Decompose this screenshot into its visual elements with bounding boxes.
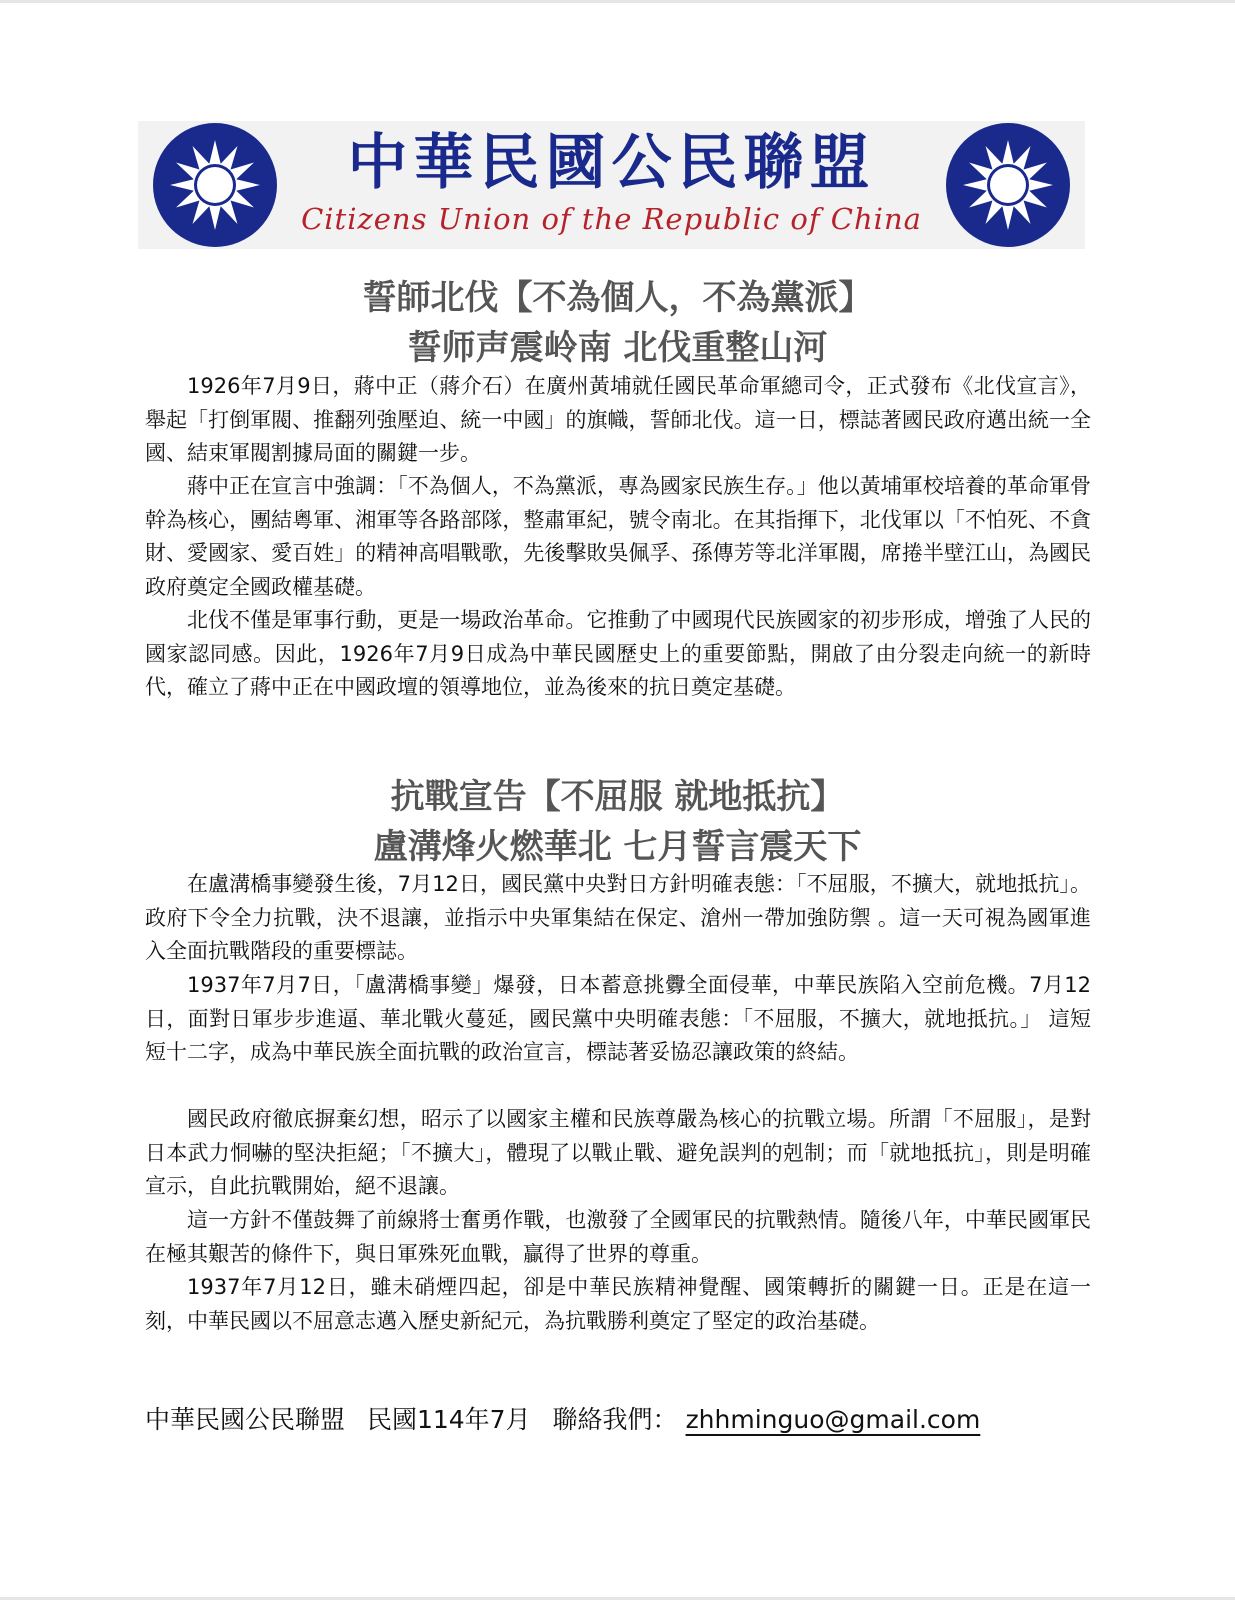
- emblem-graphic: [939, 121, 1077, 249]
- section1-paragraph: 北伐不僅是軍事行動，更是一場政治革命。它推動了中國現代民族國家的初步形成，增強了人民的國家認同感。因此，1926年7月9日成為中華民國歷史上的重要節點，開啟了由分裂走向統一的新時代，確立了蔣中正在中國政壇的領導地位，並為後來的抗日奠定基礎。: [145, 608, 1091, 699]
- emblem-graphic: [146, 121, 284, 249]
- emblem-sun: [990, 167, 1026, 203]
- org-name-chinese: 中華民國公民聯盟: [347, 128, 876, 198]
- banner-text: [296, 121, 927, 249]
- section2-paragraph: 1937年7月12日，雖未硝煙四起，卻是中華民族精神覺醒、國策轉折的關鍵一日。正是在這一刻，中華民國以不屈意志邁入歷史新紀元，為抗戰勝利奠定了堅定的政治基礎。: [145, 1275, 1091, 1333]
- footer-org: 中華民國公民聯盟: [145, 1405, 346, 1434]
- page-top-edge: [0, 0, 1235, 3]
- section1-title: 誓師北伐【不為個人，不為黨派】: [362, 278, 873, 318]
- section2-paragraph: 國民政府徹底摒棄幻想，昭示了以國家主權和民族尊嚴為核心的抗戰立場。所謂「不屈服」，是對日本武力恫嚇的堅決拒絕；「不擴大」，體現了以戰止戰、避免誤判的剋制；而「就地抵抗」，則是明確宣示，自此抗戰開始，絕不退讓。: [145, 1107, 1091, 1198]
- org-name-english: Citizens Union of the Republic of China: [301, 202, 922, 236]
- white-sun-emblem-icon: [939, 121, 1077, 249]
- footer-contact-label: 聯絡我們：: [552, 1405, 678, 1434]
- section1-paragraph: 1926年7月9日，蔣中正（蔣介石）在廣州黃埔就任國民革命軍總司令，正式發布《北伐宣言》，舉起「打倒軍閥、推翻列強壓迫、統一中國」的旗幟，誓師北伐。這一日，標誌著國民政府邁出統一全國、結束軍閥割據局面的關鍵一步。: [145, 374, 1091, 465]
- white-sun-emblem-icon: [146, 121, 284, 249]
- section2-subtitle: 盧溝烽火燃華北 七月誓言震天下: [373, 827, 862, 867]
- footer: [145, 1400, 1095, 1440]
- section2-paragraph: 1937年7月7日，「盧溝橋事變」爆發，日本蓄意挑釁全面侵華，中華民族陷入空前危機。7月12日，面對日軍步步進逼、華北戰火蔓延，國民黨中央明確表態：「不屈服，不擴大，就地抵抗。」 這短短十二字，成為中華民族全面抗戰的政治宣言，標誌著妥協忍讓政策的終結。: [145, 973, 1091, 1064]
- section1-paragraph: 蔣中正在宣言中強調：「不為個人，不為黨派，專為國家民族生存。」他以黃埔軍校培養的革命軍骨幹為核心，團結粵軍、湘軍等各路部隊，整肅軍紀，號令南北。在其指揮下，北伐軍以「不怕死、不貪財、愛國家、愛百姓」的精神高唱戰歌，先後擊敗吳佩孚、孫傳芳等北洋軍閥，席捲半壁江山，為國民政府奠定全國政權基礎。: [145, 474, 1091, 599]
- section2-paragraph: 這一方針不僅鼓舞了前線將士奮勇作戰，也激發了全國軍民的抗戰熱情。隨後八年，中華民國軍民在極其艱苦的條件下，與日軍殊死血戰，贏得了世界的尊重。: [145, 1208, 1091, 1266]
- section2-title: 抗戰宣告【不屈服 就地抵抗】: [390, 777, 845, 817]
- section1-subtitle: 誓师声震岭南 北伐重整山河: [407, 328, 828, 368]
- section2-paragraph: 在盧溝橋事變發生後，7月12日，國民黨中央對日方針明確表態：「不屈服，不擴大，就地抵抗」。政府下令全力抗戰，決不退讓，並指示中央軍集結在保定、滄州一帶加強防禦 。這一天可視為國軍進入全面抗戰階段的重要標誌。: [145, 872, 1091, 963]
- footer-email-link[interactable]: zhhminguo@gmail.com: [685, 1405, 981, 1434]
- emblem-sun: [197, 167, 233, 203]
- header-banner: [138, 121, 1085, 249]
- footer-date: 民國114年7月: [366, 1405, 531, 1434]
